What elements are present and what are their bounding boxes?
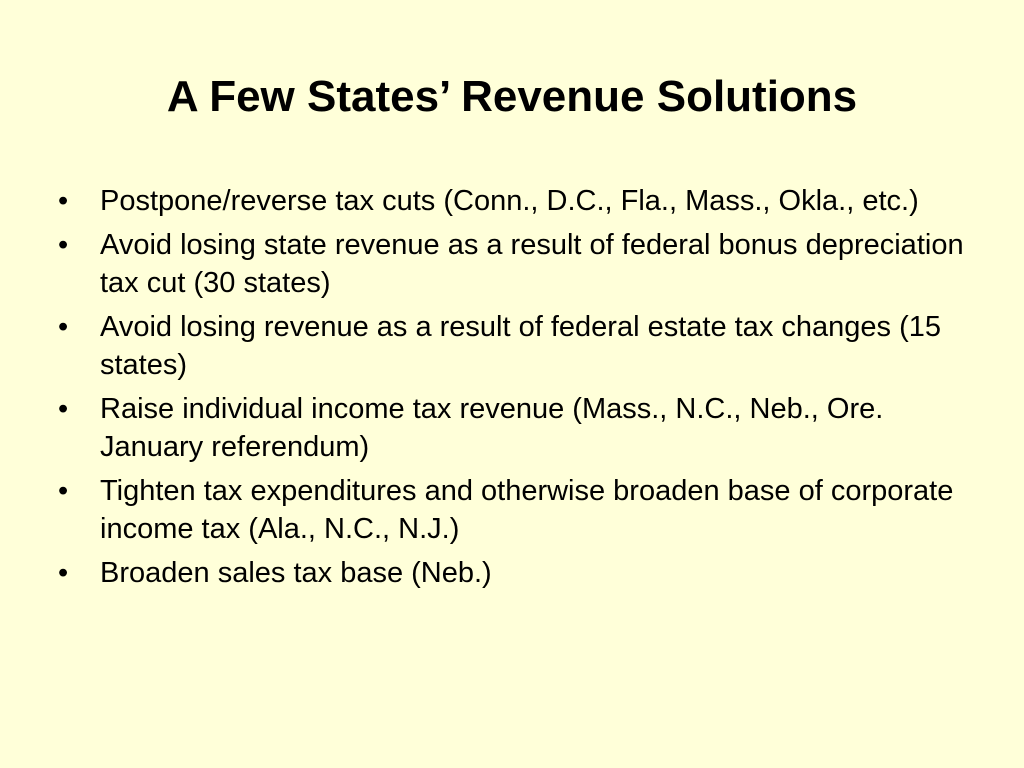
bullet-point-icon: • <box>58 311 69 343</box>
bullet-item <box>56 472 976 548</box>
bullet-item <box>56 226 976 302</box>
bullet-text: Broaden sales tax base (Neb.) <box>100 557 492 589</box>
bullet-item <box>56 554 976 592</box>
bullet-point-icon: • <box>58 185 69 217</box>
bullet-point-icon: • <box>58 475 69 507</box>
bullet-text: Tighten tax expenditures and otherwise broaden base of corporate income tax (Ala., N.C., N.J.) <box>100 475 954 545</box>
bullet-list <box>56 182 976 598</box>
bullet-text: Avoid losing revenue as a result of federal estate tax changes (15 states) <box>100 311 941 381</box>
slide-title: A Few States’ Revenue Solutions <box>166 72 858 121</box>
bullet-item <box>56 182 976 220</box>
bullet-point-icon: • <box>58 393 69 425</box>
bullet-item <box>56 390 976 466</box>
bullet-point-icon: • <box>58 557 69 589</box>
bullet-item <box>56 308 976 384</box>
bullet-point-icon: • <box>58 229 69 261</box>
bullet-text: Postpone/reverse tax cuts (Conn., D.C., Fla., Mass., Okla., etc.) <box>100 185 919 217</box>
bullet-text: Avoid losing state revenue as a result of federal bonus depreciation tax cut (30 states) <box>100 229 964 299</box>
bullet-text: Raise individual income tax revenue (Mass., N.C., Neb., Ore. January referendum) <box>100 393 884 463</box>
